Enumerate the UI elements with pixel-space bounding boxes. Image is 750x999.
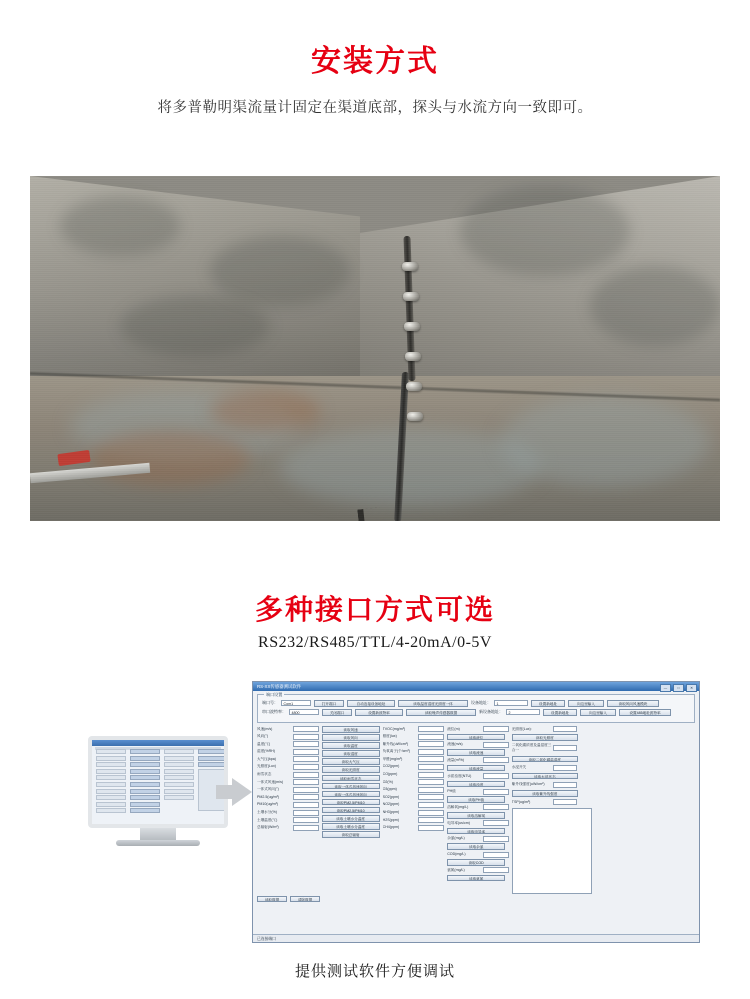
sensor-field-row: [383, 825, 445, 831]
field-value[interactable]: [418, 817, 444, 823]
sensor-field-row: [257, 764, 319, 770]
field-label: 土壤水分(%): [257, 810, 277, 815]
read-button[interactable]: 读取PM2.5/PM10: [322, 807, 380, 814]
mini-button: [130, 795, 160, 800]
field-label: 风速(m/s): [257, 726, 273, 731]
far-right-column: [512, 726, 592, 894]
sensor-field-row: [257, 794, 319, 800]
field-value[interactable]: [483, 742, 509, 748]
mini-column-left: [96, 749, 126, 815]
wall-stain: [60, 196, 180, 256]
left-buttons-column: [322, 726, 380, 838]
mini-button: [130, 808, 160, 813]
sensor-field-row: [512, 765, 592, 771]
mini-field: [164, 762, 194, 767]
wall-stain: [590, 266, 720, 346]
sensor-field-row: [383, 817, 445, 823]
arrow-icon: [232, 778, 252, 806]
mini-field: [96, 769, 126, 774]
field-value[interactable]: [418, 787, 444, 793]
mini-field: [164, 782, 194, 787]
mini-field: [164, 769, 194, 774]
set-baudrate-button[interactable]: 设置新波特率: [355, 709, 403, 716]
sensor-field-row: [257, 825, 319, 831]
field-value[interactable]: [293, 741, 319, 747]
mini-titlebar: [92, 740, 224, 746]
sensor-field-row: [447, 867, 509, 873]
cable-clip: [402, 262, 418, 271]
floor-rust-patch: [210, 391, 320, 431]
mini-field: [96, 782, 126, 787]
sensor-field-row: [447, 757, 509, 763]
mini-button: [130, 762, 160, 767]
read-button[interactable]: 读取光照度: [512, 734, 578, 741]
wall-stain: [120, 296, 270, 356]
page-root: [0, 36, 750, 999]
sensor-field-row: [383, 802, 445, 808]
port-settings-panel: [257, 691, 695, 723]
mini-field: [96, 762, 126, 767]
baudrate-label: 串口波特率：: [262, 709, 286, 715]
mini-button: [130, 756, 160, 761]
mini-field: [96, 775, 126, 780]
read-button[interactable]: 读取一体式风速风向: [322, 791, 380, 798]
sensor-field-row: [257, 741, 319, 747]
field-value[interactable]: [418, 749, 444, 755]
mini-button: [198, 756, 228, 761]
set-address-button[interactable]: 设置新地址: [531, 700, 565, 707]
field-value[interactable]: [418, 825, 444, 831]
field-label: H2S(ppm): [382, 817, 399, 822]
sensor-field-row: [257, 756, 319, 762]
sensor-field-row: [257, 787, 319, 793]
mini-button: [130, 749, 160, 754]
baudrate-select[interactable]: 4800: [289, 709, 319, 715]
device-address-input[interactable]: 1: [494, 700, 528, 706]
window-body: [253, 691, 699, 908]
clear-data-button[interactable]: 清除数据: [290, 896, 320, 903]
field-value[interactable]: [553, 765, 577, 771]
left-fields-column: [257, 726, 319, 831]
field-value[interactable]: [483, 836, 509, 842]
field-value[interactable]: [293, 779, 319, 785]
read-button[interactable]: 读取电导率: [447, 828, 505, 835]
sensor-field-row: [447, 836, 509, 842]
field-label: 液位(m): [447, 726, 460, 731]
field-label: 水浸开关: [511, 765, 527, 770]
field-value[interactable]: [418, 779, 444, 785]
read-data-button[interactable]: 读取数据: [257, 896, 287, 903]
field-label: TVOC(mg/m³): [382, 726, 406, 731]
field-label: 光照度(Lux)：: [511, 726, 535, 731]
read-button[interactable]: 读取风向: [322, 734, 380, 741]
software-window: [252, 681, 700, 943]
window-titlebar: [253, 682, 699, 691]
field-label: 紫外线强度(uW/cm²): [511, 782, 545, 787]
sensor-field-row: [447, 852, 509, 858]
monitor-stand: [140, 828, 176, 840]
field-label: 一体式风速(m/s): [257, 779, 284, 784]
read-button[interactable]: 读取PM2.5/PM10: [322, 799, 380, 806]
mini-field: [96, 749, 126, 754]
mini-button: [198, 749, 228, 754]
close-icon[interactable]: ✕: [686, 684, 697, 692]
field-label: 余氯(mg/L): [447, 836, 465, 841]
sensor-field-row: [257, 749, 319, 755]
field-label: 溶解氧(mg/L): [447, 804, 469, 809]
mini-field: [96, 795, 126, 800]
field-value[interactable]: [553, 745, 577, 751]
input-here-button-2[interactable]: 向这里输入: [580, 709, 616, 716]
read-button[interactable]: 读取水浸状态: [512, 773, 578, 780]
field-value[interactable]: [293, 764, 319, 770]
read-button[interactable]: 读取大气压: [322, 758, 380, 765]
sensor-field-row: [512, 743, 592, 753]
read-button[interactable]: 读取氨氮: [447, 875, 505, 882]
field-value[interactable]: [553, 799, 577, 805]
read-button[interactable]: 读取土壤水分温度: [322, 815, 380, 822]
field-label: NH3(ppm): [382, 810, 400, 815]
field-value[interactable]: [293, 817, 319, 823]
field-value[interactable]: [418, 802, 444, 808]
mini-field: [96, 802, 126, 807]
device-address-label: 设备地址：: [471, 700, 491, 706]
read-button[interactable]: 读取一体式风速风向: [322, 783, 380, 790]
read-button[interactable]: 读取土壤水分温度: [322, 823, 380, 830]
auto-connect-button[interactable]: 自动连接设备地址: [347, 700, 395, 707]
field-value[interactable]: [418, 810, 444, 816]
field-label: 雨雪状态: [257, 772, 272, 777]
field-label: 水质浊度(NTU): [447, 773, 472, 778]
mini-field: [164, 749, 194, 754]
mini-button: [130, 789, 160, 794]
field-value[interactable]: [483, 867, 509, 873]
sensor-field-row: [383, 749, 445, 755]
window-title: RS-XX传感器测试软件: [257, 684, 302, 689]
port-settings-row: [262, 700, 690, 707]
sensor-field-row: [257, 779, 319, 785]
field-value[interactable]: [418, 772, 444, 778]
monitor-screen-content: [92, 740, 224, 824]
mini-field: [96, 756, 126, 761]
field-value[interactable]: [418, 726, 444, 732]
mini-column-right: [164, 749, 194, 802]
cable-clip: [405, 352, 421, 361]
sensor-field-row: [512, 726, 592, 732]
field-label: CO2(ppm): [382, 764, 400, 769]
sensor-field-row: [257, 802, 319, 808]
port-settings-row: [262, 709, 690, 716]
mini-field: [96, 808, 126, 813]
read-button[interactable]: 读取风速: [322, 726, 380, 733]
field-label: 土壤温度(℃): [257, 817, 278, 822]
bottom-button-row: [257, 896, 695, 903]
sensor-field-row: [383, 787, 445, 793]
read-button[interactable]: 读取温度: [322, 742, 380, 749]
field-value[interactable]: [553, 782, 577, 788]
sensor-field-row: [447, 789, 509, 795]
wall-stain: [210, 236, 350, 306]
field-value[interactable]: [483, 804, 509, 810]
field-label: 流速(m/s): [447, 742, 463, 747]
field-label: PM2.5(ug/m³): [257, 794, 279, 799]
wall-stain: [460, 186, 630, 276]
section1-subtitle: 将多普勒明渠流量计固定在渠道底部，探头与水流方向一致即可。: [157, 100, 593, 116]
read-button[interactable]: 读取二氧化碳温湿度: [512, 756, 578, 763]
mini-field: [164, 756, 194, 761]
cable-clip: [404, 322, 420, 331]
field-value[interactable]: [293, 726, 319, 732]
photo-canvas: [30, 176, 720, 521]
mini-button: [130, 775, 160, 780]
monitor-base: [116, 840, 200, 846]
field-value[interactable]: [483, 820, 509, 826]
sensor-field-row: [447, 726, 509, 732]
installation-photo: [30, 176, 720, 521]
section1-title: 安装方式: [311, 45, 439, 78]
new-address-label: 新设备地址：: [479, 709, 503, 715]
field-value[interactable]: [418, 794, 444, 800]
field-label: 风向(°): [257, 734, 269, 739]
field-value[interactable]: [418, 756, 444, 762]
minimize-button[interactable]: —: [660, 684, 671, 692]
sensor-field-row: [257, 772, 319, 778]
field-value[interactable]: [418, 734, 444, 740]
open-port-button[interactable]: 打开端口: [314, 700, 344, 707]
field-value[interactable]: [483, 773, 509, 779]
input-here-button[interactable]: 向这里输入: [568, 700, 604, 707]
mid-fields-column: [383, 726, 445, 831]
sensor-field-row: [383, 779, 445, 785]
mini-column-far-right: [198, 749, 228, 812]
field-label: 二氧化碳浓度及温湿度三合一: [511, 743, 552, 753]
read-button[interactable]: 读取液位: [447, 734, 505, 741]
read-button[interactable]: 读取光照度: [322, 766, 380, 773]
field-value[interactable]: [293, 749, 319, 755]
set-new-address-button[interactable]: 设置新地址: [543, 709, 577, 716]
field-value[interactable]: [293, 787, 319, 793]
read-button[interactable]: 读取溶解氧: [447, 812, 505, 819]
sensor-field-row: [512, 799, 592, 805]
section2-title: 多种接口方式可选: [254, 594, 495, 625]
mini-column-mid: [130, 749, 160, 815]
sensor-columns: [257, 726, 695, 894]
mini-button: [130, 782, 160, 787]
mini-field: [164, 795, 194, 800]
close-port-button[interactable]: 关闭端口: [322, 709, 352, 716]
field-label: 电导率(us/cm): [447, 820, 470, 825]
sensor-field-row: [447, 804, 509, 810]
monitor-screen: [88, 736, 228, 828]
field-label: 紫外线(uW/cm²): [382, 741, 409, 746]
computer-monitor: [88, 736, 228, 848]
field-label: 大气压(kpa): [257, 756, 276, 761]
field-label: NO2(ppm): [382, 802, 400, 807]
sensor-field-row: [447, 742, 509, 748]
read-noise-button[interactable]: 读取噪声传感器数据: [406, 709, 476, 716]
read-button[interactable]: 读取紫外线强度: [512, 790, 578, 797]
sensor-field-row: [447, 820, 509, 826]
field-label: 光照度(Lux): [257, 764, 276, 769]
field-label: 照度(lux): [382, 734, 397, 739]
field-value[interactable]: [293, 802, 319, 808]
field-label: SO2(ppm): [382, 794, 400, 799]
sensor-field-row: [257, 726, 319, 732]
field-value[interactable]: [293, 810, 319, 816]
field-label: 湿度(%RH): [257, 749, 275, 754]
sensor-field-row: [383, 741, 445, 747]
window-controls: [660, 684, 697, 692]
field-label: CH4(ppm): [382, 825, 400, 830]
mini-button: [130, 769, 160, 774]
field-value[interactable]: [483, 726, 509, 732]
field-label: COD(mg/L): [447, 852, 466, 856]
field-label: O3(ppm): [382, 787, 397, 792]
field-value[interactable]: [483, 757, 509, 763]
cable-clip: [407, 412, 423, 421]
sensor-field-row: [257, 810, 319, 816]
section2-subtitle: RS232/RS485/TTL/4-20mA/0-5V: [258, 634, 492, 651]
cable-clip: [403, 292, 419, 301]
sensor-field-row: [383, 772, 445, 778]
read-wind-button[interactable]: 读取风向风速模块: [607, 700, 659, 707]
new-address-input[interactable]: 2: [506, 709, 540, 715]
cable-clip: [406, 382, 422, 391]
read-button[interactable]: 读取雨雪状态: [322, 775, 380, 782]
status-bar: 已连接端口: [253, 934, 699, 942]
maximize-button[interactable]: □: [673, 684, 684, 692]
field-value[interactable]: [418, 764, 444, 770]
field-value[interactable]: [418, 741, 444, 747]
sensor-field-row: [257, 734, 319, 740]
field-value[interactable]: [483, 789, 509, 795]
field-label: PH值: [447, 789, 456, 794]
read-button[interactable]: 读取流速: [447, 749, 505, 756]
mini-button: [198, 762, 228, 767]
sensor-field-row: [257, 817, 319, 823]
field-value[interactable]: [293, 825, 319, 831]
port-label: 端口号：: [262, 700, 278, 706]
read-th-light-button[interactable]: 读取温度湿度光照度一体: [398, 700, 468, 707]
port-settings-legend: 端口设置: [266, 691, 283, 697]
sensor-field-row: [383, 810, 445, 816]
read-button[interactable]: 读取浊度: [447, 781, 505, 788]
mini-field: [164, 775, 194, 780]
field-label: 总辐射(W/m²): [257, 825, 279, 830]
sensor-field-row: [383, 734, 445, 740]
read-button[interactable]: 读取COD: [447, 859, 505, 866]
sensor-field-row: [383, 794, 445, 800]
port-select[interactable]: Com1: [281, 700, 311, 706]
field-value[interactable]: [293, 734, 319, 740]
sensor-field-row: [383, 764, 445, 770]
mini-button: [130, 802, 160, 807]
field-value[interactable]: [553, 726, 577, 732]
log-textarea[interactable]: [512, 808, 592, 894]
read-button[interactable]: 读取总辐射: [322, 831, 380, 838]
field-label: 氨氮(mg/L): [447, 867, 465, 872]
set-485-button[interactable]: 设置485地址波特率: [619, 709, 671, 716]
field-label: O2(%): [382, 779, 393, 784]
field-label: PM10(ug/m³): [257, 802, 278, 807]
field-label: 流量(m³/h): [447, 757, 464, 762]
read-button[interactable]: 读取湿度: [322, 750, 380, 757]
field-value[interactable]: [293, 794, 319, 800]
mini-field: [96, 789, 126, 794]
sensor-field-row: [383, 726, 445, 732]
section2-caption: 提供测试软件方便调试: [294, 963, 455, 980]
field-value[interactable]: [483, 852, 509, 858]
sensor-field-row: [383, 756, 445, 762]
right-fields-column: [447, 726, 509, 881]
sensor-field-row: [512, 782, 592, 788]
floor-wet-patch: [500, 396, 710, 486]
field-label: 一体式风向(°): [257, 787, 279, 792]
field-label: TSP(ug/m³): [511, 799, 531, 804]
sensor-field-row: [447, 773, 509, 779]
field-label: CO(ppm): [382, 772, 398, 777]
field-label: 负氧离子(个/cm³): [382, 749, 410, 754]
read-button[interactable]: 读取余氯: [447, 843, 505, 850]
field-label: 温度(℃): [257, 741, 271, 746]
field-value[interactable]: [293, 756, 319, 762]
read-button[interactable]: 读取流量: [447, 765, 505, 772]
read-button[interactable]: 读取PH值: [447, 796, 505, 803]
field-label: 甲醛(mg/m³): [382, 756, 403, 761]
field-value[interactable]: [293, 772, 319, 778]
floor-rust-patch: [90, 431, 250, 486]
mini-field: [164, 789, 194, 794]
